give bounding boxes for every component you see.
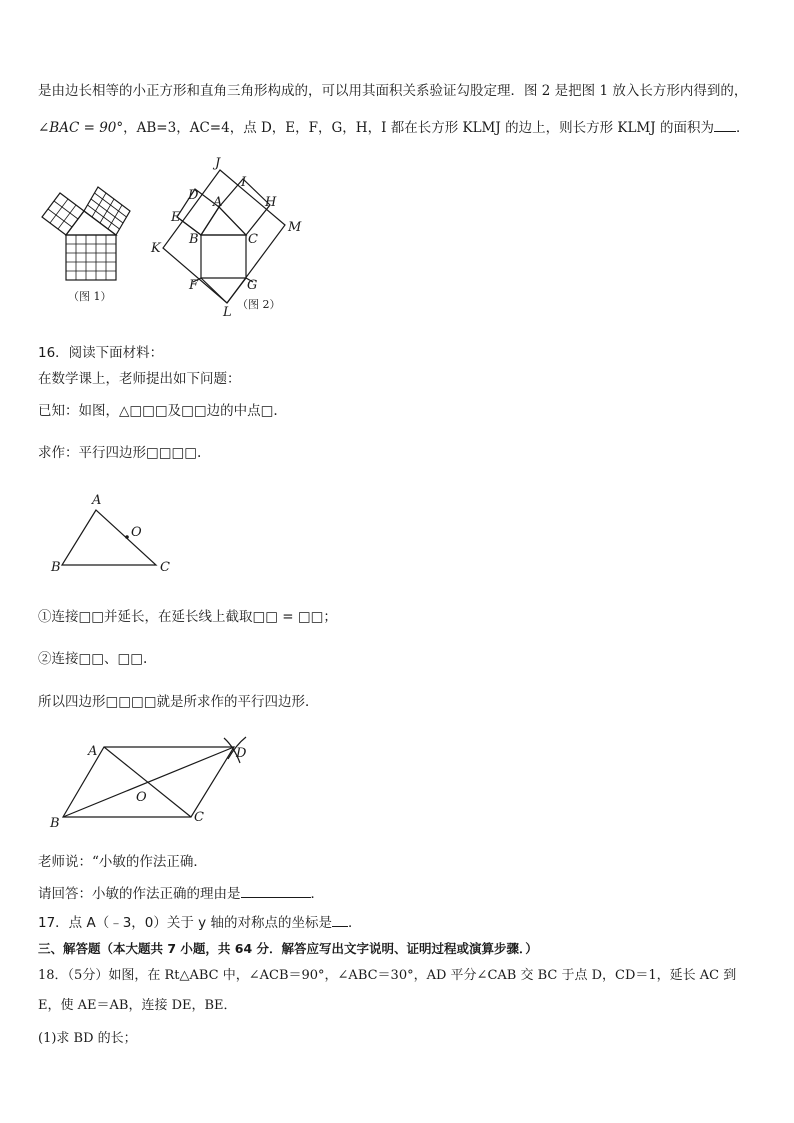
triangle-label-O: O — [131, 525, 142, 540]
q16-title: 16．阅读下面材料： — [38, 345, 164, 361]
angle-expression: ∠BAC = 90° — [38, 120, 124, 136]
q18-line2: E，使 AE＝AB，连接 DE，BE． — [38, 998, 237, 1013]
figure-1 — [40, 183, 140, 308]
q16-step1: ①连接□□并延长，在延长线上截取□□ = □□； — [38, 609, 337, 625]
q15-line1: 是由边长相等的小正方形和直角三角形构成的，可以用其面积关系验证勾股定理．图 2 是把图 1 放入长方形内得到的， — [38, 83, 748, 99]
label-M: M — [288, 220, 302, 235]
q15-line2-end: ． — [735, 120, 750, 136]
q16-step2: ②连接□□、□□. — [38, 651, 148, 667]
figure-1-caption: （图 1） — [68, 290, 112, 303]
figure-2-labels — [150, 156, 302, 320]
q17-end: ． — [347, 915, 362, 931]
q16-conclusion: 所以四边形□□□□就是所求作的平行四边形． — [38, 694, 319, 710]
label-A: A — [213, 195, 223, 210]
q16-ask-end: ． — [310, 886, 324, 902]
figure-2 — [145, 155, 315, 320]
para-label-C: C — [194, 810, 204, 825]
q15-line2-text: ，AB=3，AC=4，点 D，E，F，G，H，I 都在长方形 KLMJ 的边上，则长方形 KLMJ 的面积为 — [123, 120, 714, 136]
q16-given: 已知：如图，△□□□及□□边的中点□. — [38, 403, 278, 419]
label-I: I — [241, 175, 247, 190]
triangle-figure — [48, 488, 188, 578]
figure-2-caption: （图 2） — [237, 298, 281, 311]
q17 — [38, 914, 361, 932]
label-K: K — [151, 241, 161, 256]
q15-line2 — [38, 119, 749, 137]
section-3-title: 三、解答题 — [38, 941, 101, 956]
para-label-D: D — [236, 746, 247, 761]
answer-blank-17[interactable] — [332, 914, 348, 927]
triangle-label-B: B — [51, 560, 61, 575]
label-C: C — [248, 232, 258, 247]
section-3-header — [38, 940, 538, 958]
label-E: E — [171, 210, 181, 225]
answer-blank-16[interactable] — [241, 885, 311, 898]
q16-ask — [38, 885, 324, 903]
parallelogram-figure — [48, 735, 258, 830]
q17-text: 17．点 A（﹣3，0）关于 y 轴的对称点的坐标是 — [38, 915, 332, 931]
para-label-O: O — [136, 790, 147, 805]
triangle-label-C: C — [160, 560, 170, 575]
q16-intro: 在数学课上，老师提出如下问题： — [38, 371, 241, 387]
q16-teacher: 老师说：“小敏的作法正确． — [38, 854, 207, 870]
section-3-desc: （本大题共 7 小题，共 64 分．解答应写出文字说明、证明过程或演算步骤．） — [100, 941, 538, 956]
para-label-A: A — [88, 744, 98, 759]
triangle-label-A: A — [92, 493, 102, 508]
q18-line1: 18．（5分）如图，在 Rt△ABC 中，∠ACB＝90°，∠ABC＝30°，AD 平分∠CAB 交 BC 于点 D，CD＝1，延长 AC 到 — [38, 968, 737, 983]
q16-ask-text: 请回答：小敏的作法正确的理由是 — [38, 886, 241, 902]
label-H: H — [265, 195, 277, 210]
label-F: F — [189, 278, 199, 293]
answer-blank-15[interactable] — [714, 119, 736, 132]
label-B: B — [189, 232, 199, 247]
label-J: J — [215, 156, 221, 171]
label-G: G — [247, 278, 258, 293]
q16-todo: 求作：平行四边形□□□□. — [38, 445, 202, 461]
q18-sub1: (1)求 BD 的长； — [38, 1031, 137, 1046]
para-label-B: B — [50, 816, 60, 831]
label-L: L — [223, 305, 232, 320]
label-D: D — [188, 188, 199, 203]
